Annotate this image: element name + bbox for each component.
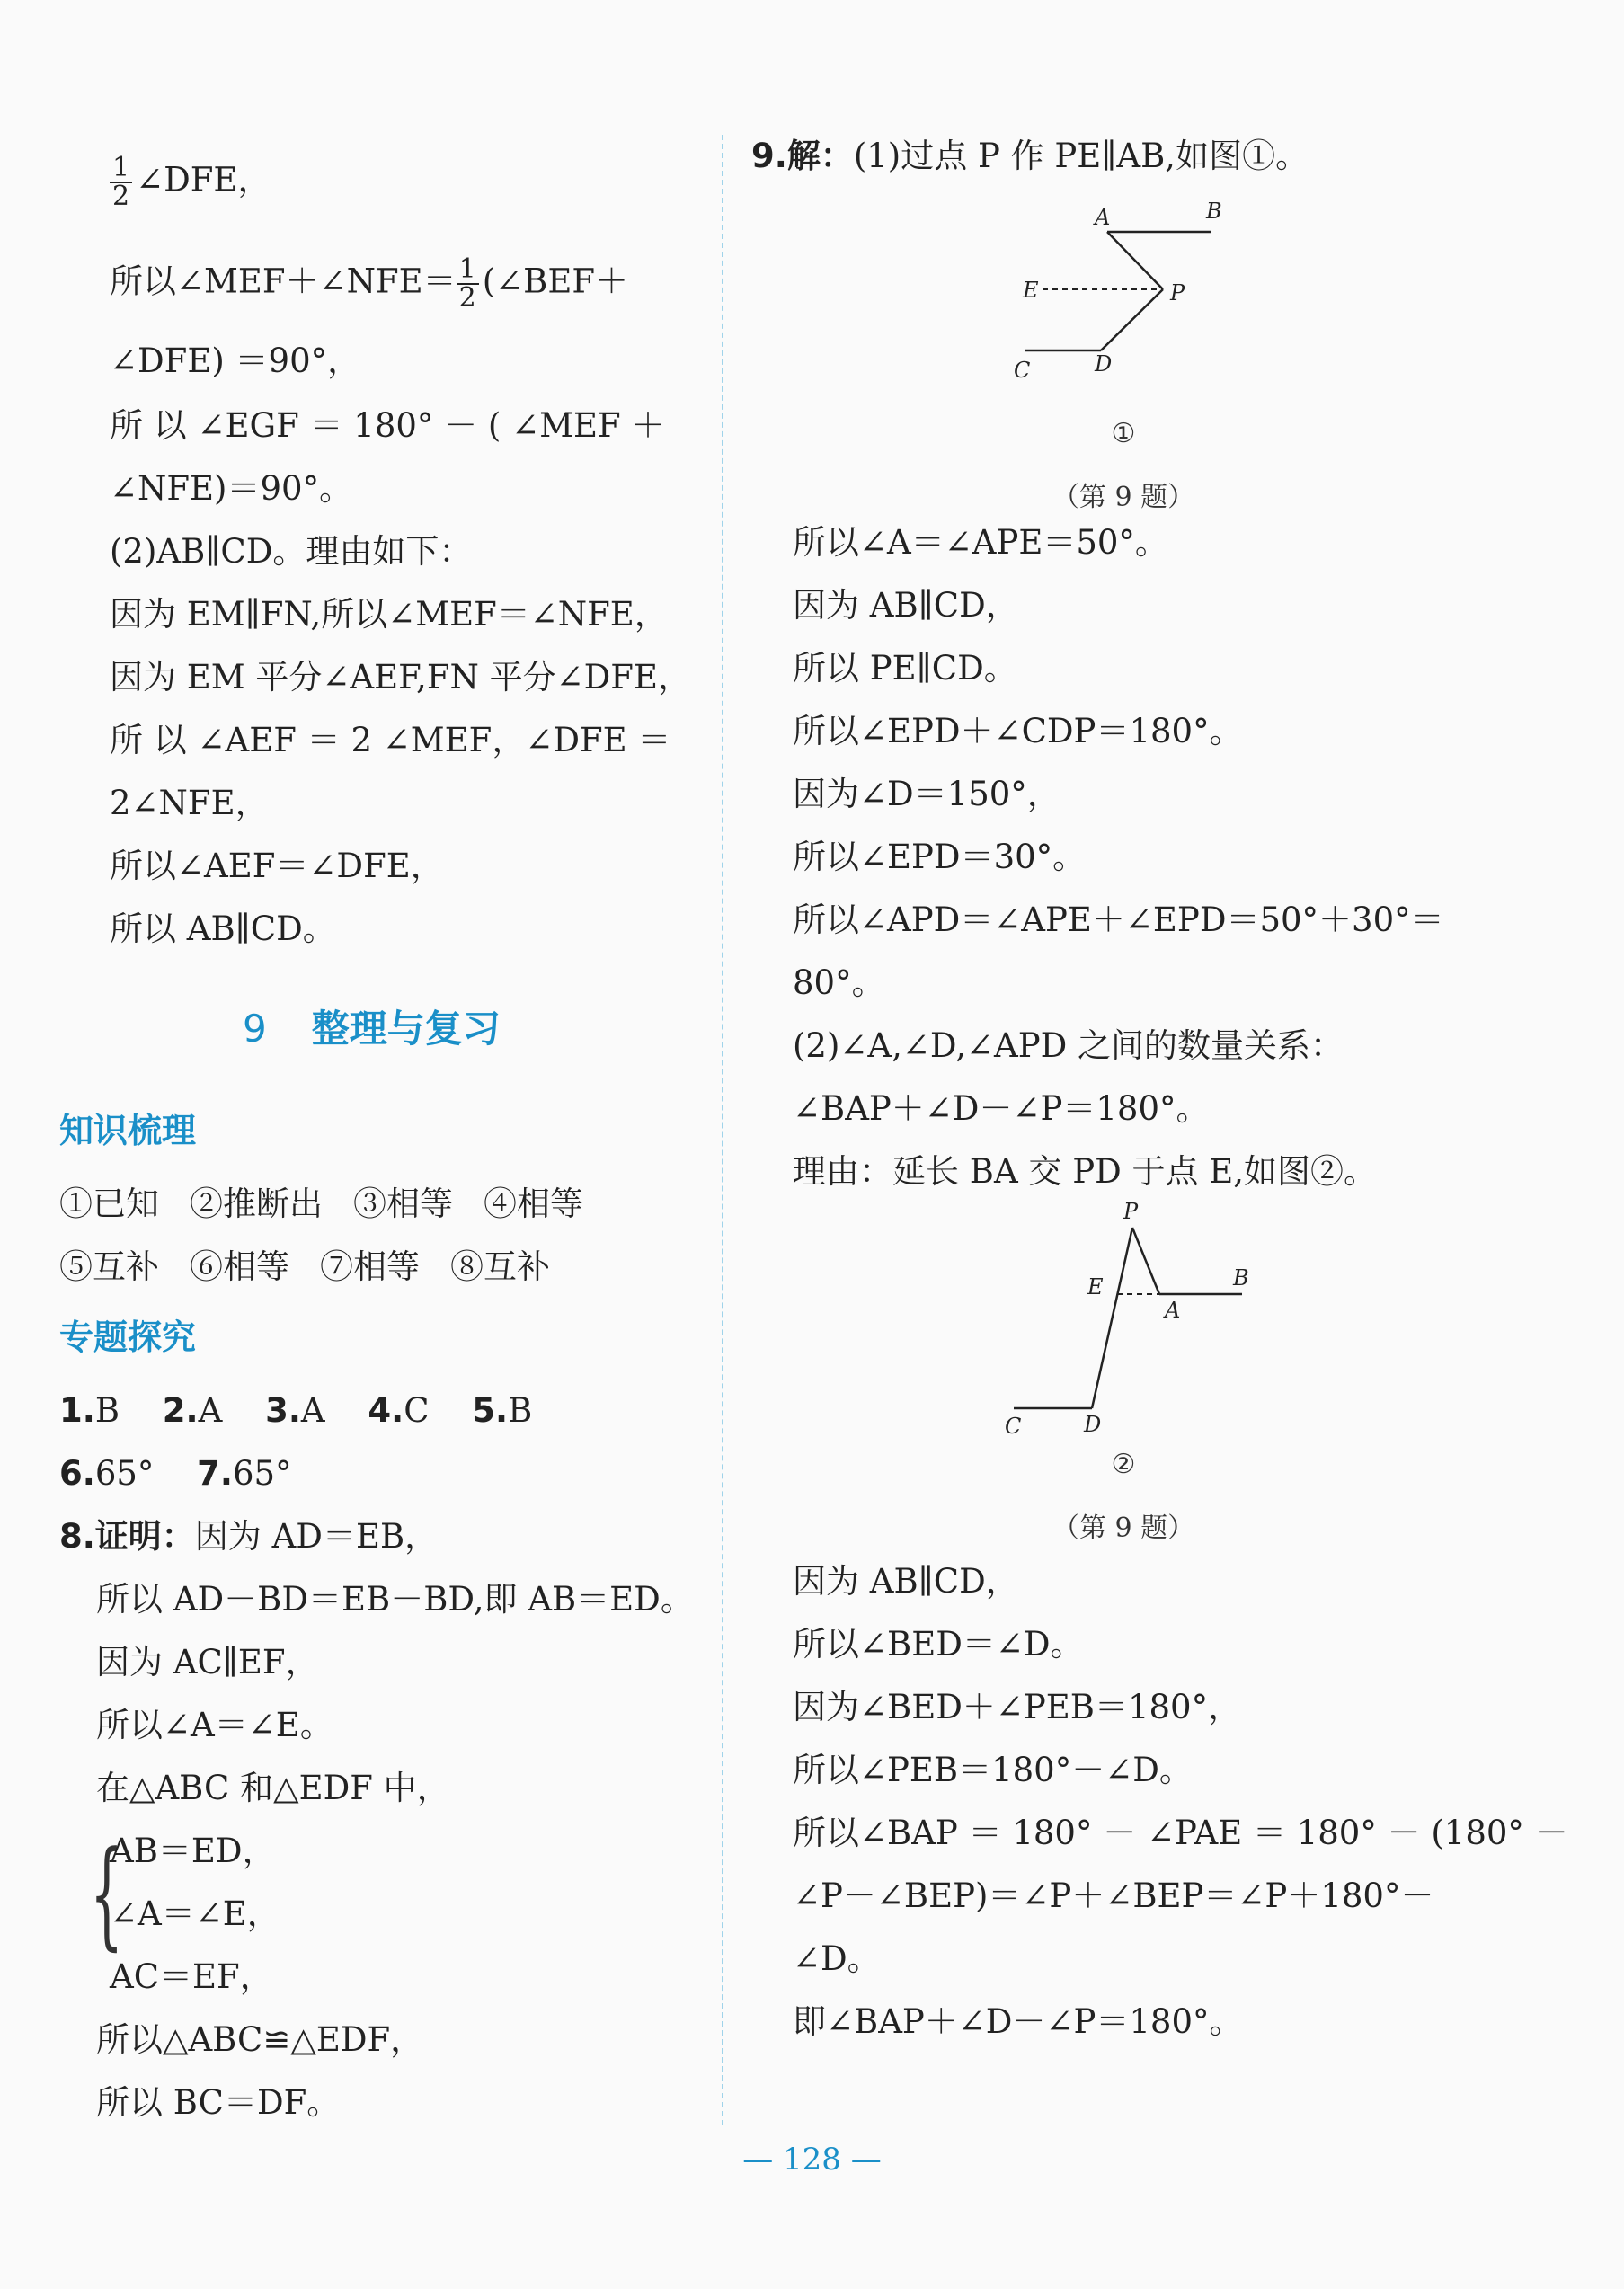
section-title: 9 整理与复习 <box>243 1007 501 1051</box>
answers-row: 1.B 2.A 3.A 4.C 5.B <box>59 1391 533 1430</box>
line: 所以∠A＝∠E。 <box>96 1706 333 1744</box>
line: 因为∠D＝150°， <box>793 775 1060 813</box>
heading-topics: 专题探究 <box>59 1318 197 1357</box>
figure-1-caption: （第 9 题） <box>1052 482 1195 513</box>
line: ∠A＝∠E， <box>110 1894 280 1933</box>
line: 所以△ABC≌△EDF， <box>96 2020 424 2059</box>
line: 所以∠APD＝∠APE＋∠EPD＝50°＋30°＝ <box>793 901 1444 939</box>
fig1-label-E: E <box>1023 278 1039 303</box>
figure-1 <box>989 189 1258 395</box>
line: 所以 AD－BD＝EB－BD,即 AB＝ED。 <box>96 1580 694 1619</box>
fig2-label-D: D <box>1084 1412 1102 1437</box>
line: ∠D。 <box>793 1939 881 1978</box>
fraction: $\frac{1}{2}$ <box>457 256 479 312</box>
line: 因为 AC∥EF， <box>96 1643 319 1681</box>
line: AB＝ED， <box>110 1832 276 1870</box>
fig1-label-P: P <box>1170 280 1185 306</box>
line: AC＝EF， <box>110 1957 273 1996</box>
q9-line: 9.解：(1)过点 P 作 PE∥AB,如图①。 <box>751 137 1309 175</box>
knowledge-row: ①已知 ②推断出 ③相等 ④相等 <box>59 1184 583 1223</box>
line: 所以 AB∥CD。 <box>110 909 336 948</box>
column-divider <box>722 135 723 2125</box>
line: ∠BAP＋∠D－∠P＝180°。 <box>793 1089 1210 1128</box>
line: 即∠BAP＋∠D－∠P＝180°。 <box>793 2002 1243 2041</box>
line: 80°。 <box>793 963 885 1002</box>
fig1-label-A: A <box>1095 205 1111 230</box>
fig2-label-A: A <box>1165 1298 1181 1323</box>
figure-2-caption: （第 9 题） <box>1052 1513 1195 1544</box>
line: 所以∠EPD＝30°。 <box>793 838 1087 876</box>
line: ∠DFE) ＝90°， <box>110 342 361 380</box>
line: (2)AB∥CD。理由如下： <box>110 532 473 571</box>
fig1-label-B: B <box>1206 199 1222 224</box>
answers-row: 6.65° 7.65° <box>59 1454 292 1493</box>
line: (2)∠A,∠D,∠APD 之间的数量关系： <box>793 1026 1344 1065</box>
line: 因为 EM∥FN,所以∠MEF＝∠NFE， <box>110 595 668 634</box>
line: 所以∠A＝∠APE＝50°。 <box>793 523 1168 562</box>
line: ∠NFE)＝90°。 <box>110 469 353 508</box>
line: 因为 EM 平分∠AEF,FN 平分∠DFE， <box>110 658 691 696</box>
line: 所以∠BAP ＝ 180° － ∠PAE ＝ 180° － (180° － <box>793 1814 1568 1852</box>
line: 因为 AB∥CD， <box>793 1562 1019 1601</box>
line: 因为∠BED＋∠PEB＝180°， <box>793 1688 1242 1726</box>
fig2-label-P: P <box>1123 1199 1139 1224</box>
line: ∠P－∠BEP)＝∠P＋∠BEP＝∠P＋180°－ <box>793 1876 1434 1915</box>
heading-knowledge: 知识梳理 <box>59 1111 197 1150</box>
fig2-label-E: E <box>1087 1274 1104 1300</box>
figure-1-mark: ① <box>1111 418 1136 449</box>
line: 所 以 ∠AEF ＝ 2 ∠MEF，∠DFE ＝ <box>110 721 671 759</box>
fraction: $\frac{1}{2}$ <box>110 155 132 210</box>
q8-line: 8.证明：因为 AD＝EB， <box>59 1517 439 1556</box>
knowledge-row: ⑤互补 ⑥相等 ⑦相等 ⑧互补 <box>59 1247 550 1286</box>
line: 所以∠AEF＝∠DFE， <box>110 847 444 885</box>
line: 在△ABC 和△EDF 中， <box>96 1769 450 1807</box>
line: 所以 PE∥CD。 <box>793 649 1017 688</box>
fig2-label-C: C <box>1005 1414 1022 1438</box>
line: 所以∠MEF＋∠NFE＝ $\frac{1}{2}$ (∠BEF＋ <box>110 253 629 314</box>
line: 所以 BC＝DF。 <box>96 2083 341 2122</box>
page-number: — 128 — <box>742 2142 882 2178</box>
line: 所以∠PEB＝180°－∠D。 <box>793 1751 1193 1789</box>
fig2-label-B: B <box>1233 1265 1249 1291</box>
fig1-label-C: C <box>1014 358 1031 383</box>
line: $\frac{1}{2}$ ∠DFE， <box>110 155 271 210</box>
figure-2-mark: ② <box>1111 1449 1136 1480</box>
line: 2∠NFE， <box>110 784 269 822</box>
line: 因为 AB∥CD， <box>793 586 1019 625</box>
figure-2 <box>989 1195 1276 1438</box>
line: 所以∠BED＝∠D。 <box>793 1625 1084 1664</box>
line: 所 以 ∠EGF ＝ 180° － ( ∠MEF ＋ <box>110 406 665 445</box>
line: 所以∠EPD＋∠CDP＝180°。 <box>793 712 1243 750</box>
system-brace: { <box>90 1825 124 1962</box>
fig1-label-D: D <box>1095 351 1113 377</box>
line: 理由：延长 BA 交 PD 于点 E,如图②。 <box>793 1152 1378 1191</box>
